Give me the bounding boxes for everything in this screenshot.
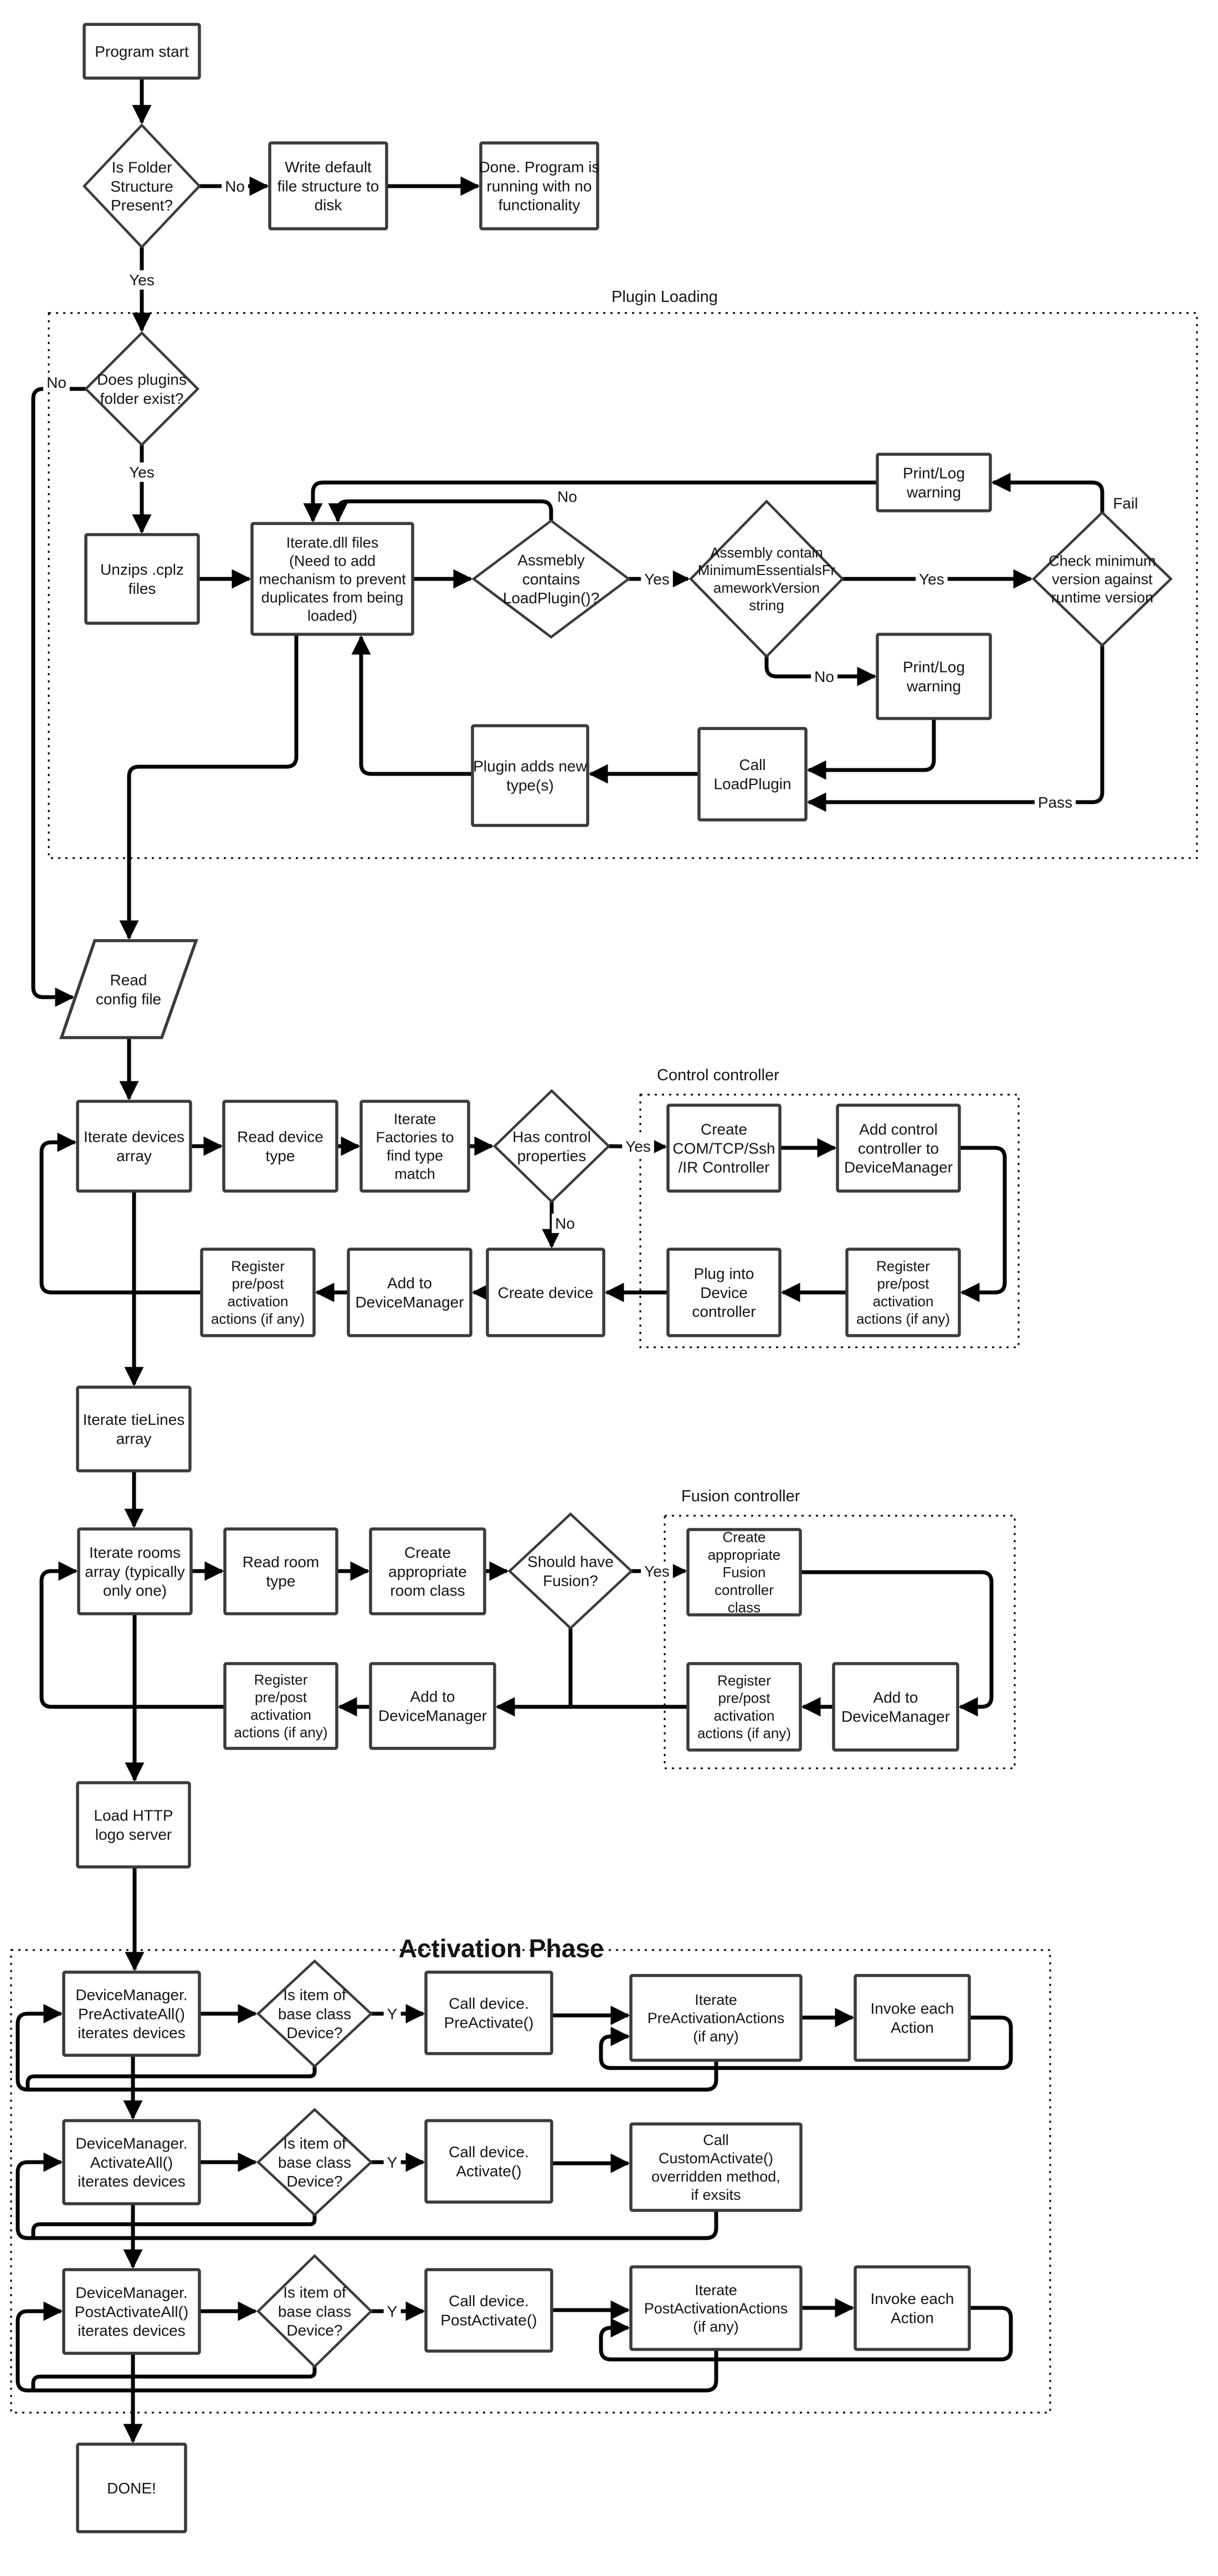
create-fusion-controller-label-line: Create — [722, 1528, 766, 1546]
print-warning-fail-shape — [877, 454, 990, 511]
iterate-preactivation-actions-label-line: PreActivationActions — [647, 2009, 785, 2026]
dm-postactivate-all-label-line: DeviceManager. — [75, 2284, 188, 2302]
done-label-line: DONE! — [107, 2479, 156, 2497]
node-runtime-version-check — [1034, 512, 1171, 645]
base-class-check-post-label-line: Device? — [286, 2321, 343, 2339]
dm-postactivate-all-label-line: PostActivateAll() — [74, 2303, 189, 2321]
add-control-to-dm-label-line: Add control — [859, 1121, 938, 1138]
node-register-actions-fusion — [688, 1664, 800, 1750]
iterate-dll-label-line: (Need to add — [289, 552, 376, 569]
folder-structure-check-label — [110, 159, 173, 214]
invoke-each-action-pre-label-line: Action — [891, 2019, 934, 2036]
dm-preactivate-all-label-line: iterates devices — [78, 2024, 186, 2041]
edge-runtime-fail — [993, 483, 1102, 512]
runtime-version-check-label-line: Check minimum — [1049, 552, 1156, 569]
plug-into-device-controller-label-line: Device — [700, 1284, 748, 1301]
register-actions-control-label-line: pre/post — [877, 1275, 929, 1292]
loadplugin-check-label-line: contains — [522, 570, 580, 588]
node-call-custom-activate — [631, 2124, 801, 2210]
read-room-type-label-line: type — [266, 1572, 296, 1590]
iterate-preactivation-actions-label-line: (if any) — [693, 2028, 739, 2045]
dm-preactivate-all-label-line: PreActivateAll() — [78, 2005, 185, 2023]
read-device-type-label-line: type — [265, 1147, 295, 1164]
edge-label-folder-no — [222, 177, 248, 196]
read-device-type-shape — [224, 1101, 337, 1191]
add-room-to-dm-label-line: DeviceManager — [378, 1707, 487, 1725]
register-actions-room-label-line: activation — [250, 1706, 311, 1723]
edge-label-hascontrol-no-text: No — [555, 1214, 575, 1232]
edge-act-check-no-merge — [33, 2215, 315, 2238]
add-room-to-dm-shape — [371, 1664, 495, 1748]
base-class-check-pre-label — [278, 1987, 351, 2041]
iterate-postactivation-actions-label-line: (if any) — [693, 2318, 739, 2335]
node-program-start — [84, 24, 199, 78]
register-actions-room-label-line: actions (if any) — [234, 1724, 328, 1741]
iterate-factories-label-line: match — [394, 1165, 435, 1182]
dm-activate-all-label — [75, 2135, 187, 2190]
register-actions-device-label-line: pre/post — [232, 1275, 284, 1292]
node-iterate-factories — [361, 1101, 469, 1191]
call-preactivate-label-line: PreActivate() — [444, 2014, 534, 2031]
node-read-room-type — [225, 1529, 337, 1614]
add-control-to-dm-label — [844, 1121, 953, 1176]
call-custom-activate-label-line: overridden method, — [651, 2168, 780, 2185]
create-com-controller-label-line: /IR Controller — [678, 1158, 770, 1176]
node-dm-activate-all — [64, 2121, 199, 2204]
add-device-to-dm-label-line: DeviceManager — [355, 1293, 464, 1311]
edge-label-act-check-y-text: Y — [387, 2153, 398, 2171]
create-fusion-controller-label-line: class — [727, 1599, 761, 1616]
node-register-actions-room — [225, 1664, 337, 1748]
edge-label-plugins-no-text: No — [47, 373, 66, 391]
register-actions-fusion-label-line: Register — [717, 1672, 771, 1689]
edge-plugin-adds-loop — [361, 637, 472, 774]
call-custom-activate-label-line: CustomActivate() — [658, 2149, 774, 2167]
done-no-functionality-label-line: functionality — [498, 196, 580, 214]
node-done — [78, 2444, 186, 2532]
node-call-loadplugin — [699, 728, 806, 820]
node-iterate-rooms — [79, 1529, 191, 1614]
node-base-class-check-act — [258, 2110, 371, 2215]
edge-label-plugins-yes — [126, 463, 158, 482]
folder-structure-check-label-line: Structure — [110, 177, 173, 195]
plugin-adds-types-label-line: type(s) — [506, 776, 554, 794]
edge-label-post-check-y-text: Y — [387, 2302, 398, 2320]
edge-addcontrol-loop — [959, 1148, 1005, 1292]
node-create-device — [487, 1249, 604, 1336]
load-http-logo-server-label-line: logo server — [95, 1825, 172, 1843]
fusion-check-label-line: Fusion? — [543, 1572, 598, 1589]
plug-into-device-controller-label-line: controller — [692, 1302, 756, 1320]
create-device-label-line: Create device — [497, 1284, 594, 1301]
node-add-control-to-dm — [837, 1105, 959, 1191]
create-com-controller-label-line: Create — [700, 1121, 748, 1138]
node-has-control-check — [495, 1091, 609, 1202]
edge-label-pre-check-y — [384, 2004, 401, 2024]
edge-label-runtime-fail-text: Fail — [1113, 494, 1138, 512]
iterate-tielines-label-line: array — [116, 1430, 152, 1448]
edge-label-loadplugin-yes-text: Yes — [644, 570, 670, 588]
add-control-to-dm-label-line: controller to — [857, 1140, 939, 1157]
group-fusion-controller-label: Fusion controller — [681, 1487, 800, 1505]
dm-activate-all-label-line: DeviceManager. — [75, 2134, 188, 2152]
node-min-version-check — [691, 501, 842, 656]
base-class-check-act-label-line: Device? — [286, 2172, 343, 2190]
invoke-each-action-post-label-line: Invoke each — [870, 2290, 954, 2308]
iterate-devices-label-line: Iterate devices — [83, 1128, 185, 1146]
done-no-functionality-label-line: Done. Program is — [479, 158, 600, 176]
iterate-postactivation-actions-label-line: PostActivationActions — [644, 2300, 788, 2317]
edge-label-runtime-fail — [1109, 494, 1141, 513]
node-add-room-to-dm — [371, 1664, 495, 1748]
read-room-type-label-line: Read room — [242, 1553, 320, 1571]
register-actions-device-label-line: Register — [231, 1258, 285, 1275]
edge-label-minver-no-text: No — [814, 668, 834, 685]
add-device-to-dm-label-line: Add to — [387, 1274, 432, 1292]
edge-pre-check-no-merge — [28, 2066, 315, 2090]
iterate-rooms-label-line: array (typically — [85, 1563, 185, 1581]
call-postactivate-shape — [426, 2270, 552, 2351]
read-device-type-label-line: Read device — [237, 1128, 323, 1146]
iterate-dll-label-line: mechanism to prevent — [259, 571, 406, 588]
iterate-factories-label-line: find type — [386, 1147, 444, 1164]
edge-label-runtime-pass-text: Pass — [1037, 793, 1073, 811]
node-create-fusion-controller — [688, 1529, 800, 1616]
has-control-check-label-line: Has control — [512, 1128, 591, 1146]
edge-loadplugin-no-loop — [338, 501, 551, 521]
dm-postactivate-all-label — [75, 2284, 188, 2339]
folder-structure-check-label-line: Present? — [110, 196, 173, 214]
edge-iterate-dll-done — [129, 634, 296, 938]
print-warning-fail-label-line: warning — [906, 483, 962, 501]
node-iterate-postactivation-actions — [631, 2267, 801, 2349]
call-activate-label-line: Activate() — [456, 2162, 522, 2180]
register-actions-control-label-line: activation — [872, 1292, 934, 1310]
runtime-version-check-label-line: version against — [1052, 571, 1153, 588]
node-plug-into-device-controller — [668, 1249, 780, 1336]
group-control-controller-label: Control controller — [657, 1066, 779, 1084]
dm-preactivate-all-label-line: DeviceManager. — [75, 1986, 188, 2004]
invoke-each-action-pre-shape — [855, 1975, 969, 2060]
invoke-each-action-post-label-line: Action — [891, 2309, 934, 2327]
edge-label-folder-no-text: No — [225, 177, 245, 195]
edge-label-loadplugin-no-loop — [554, 487, 580, 506]
node-call-preactivate — [426, 1972, 552, 2054]
min-version-check-label-line: string — [749, 597, 784, 614]
edge-label-fusion-yes-text: Yes — [644, 1562, 670, 1580]
iterate-dll-label-line: Iterate.dll files — [286, 534, 379, 551]
add-fusion-to-dm-shape — [834, 1664, 958, 1750]
edge-label-hascontrol-yes-text: Yes — [625, 1137, 651, 1155]
call-custom-activate-label-line: if exsits — [691, 2186, 741, 2203]
base-class-check-post-label — [278, 2284, 351, 2339]
node-plugin-adds-types — [472, 726, 588, 825]
min-version-check-label-line: MinimumEssentialsFr — [697, 562, 836, 579]
read-config-file-label-line: config file — [95, 990, 162, 1008]
dm-postactivate-all-label-line: iterates devices — [78, 2322, 186, 2339]
iterate-dll-label-line: duplicates from being — [261, 589, 404, 606]
node-iterate-preactivation-actions — [631, 1975, 801, 2060]
edge-label-folder-yes-text: Yes — [129, 271, 155, 289]
fusion-check-shape — [510, 1514, 631, 1628]
edge-label-hascontrol-no — [552, 1214, 578, 1233]
register-actions-fusion-label-line: pre/post — [718, 1690, 770, 1707]
unzip-cplz-label-line: Unzips .cplz — [100, 561, 184, 578]
node-base-class-check-post — [258, 2256, 371, 2367]
node-base-class-check-pre — [258, 1961, 371, 2066]
base-class-check-pre-label-line: Device? — [286, 2024, 343, 2041]
node-print-warning-no-string — [877, 634, 990, 719]
print-warning-no-string-label-line: warning — [906, 677, 962, 695]
iterate-rooms-label-line: Iterate rooms — [89, 1544, 181, 1562]
iterate-devices-label-line: array — [116, 1147, 152, 1164]
read-config-file-shape — [61, 941, 196, 1038]
plug-into-device-controller-label — [692, 1265, 756, 1320]
invoke-each-action-pre-label-line: Invoke each — [870, 2000, 954, 2018]
folder-structure-check-label-line: Is Folder — [111, 158, 172, 176]
program-start-label-line: Program start — [95, 43, 189, 60]
read-room-type-shape — [225, 1529, 337, 1614]
unzip-cplz-shape — [86, 535, 198, 623]
edge-label-minver-yes-text: Yes — [919, 570, 944, 588]
base-class-check-post-label-line: Is item of — [283, 2283, 346, 2301]
base-class-check-act-label — [278, 2135, 351, 2190]
edge-label-plugins-no — [43, 373, 70, 392]
call-custom-activate-label-line: Call — [703, 2132, 729, 2149]
node-done-no-functionality — [479, 143, 600, 229]
has-control-check-label-line: properties — [517, 1147, 587, 1164]
iterate-postactivation-actions-label-line: Iterate — [695, 2282, 737, 2299]
print-warning-no-string-label-line: Print/Log — [902, 658, 965, 676]
node-register-actions-device — [202, 1249, 314, 1336]
done-no-functionality-label-line: running with no — [486, 177, 592, 195]
loadplugin-check-label-line: Assmebly — [517, 551, 585, 569]
node-fusion-check — [510, 1514, 631, 1628]
edge-label-minver-no — [811, 667, 837, 686]
edge-label-loadplugin-no-loop-text: No — [557, 488, 577, 505]
register-actions-fusion-label-line: actions (if any) — [697, 1725, 792, 1742]
node-folder-structure-check — [84, 125, 199, 247]
plugin-adds-types-label-line: Plugin adds new — [473, 757, 587, 775]
register-actions-room-label-line: Register — [254, 1671, 308, 1689]
add-fusion-to-dm-label-line: Add to — [873, 1689, 918, 1706]
unzip-cplz-label-line: files — [128, 579, 156, 597]
node-invoke-each-action-post — [855, 2267, 969, 2349]
group-plugin-loading-label: Plugin Loading — [611, 288, 718, 306]
create-room-class-label-line: appropriate — [388, 1563, 467, 1581]
add-fusion-to-dm-label-line: DeviceManager — [841, 1707, 950, 1725]
base-class-check-post-label-line: base class — [277, 2302, 352, 2320]
node-iterate-tielines — [78, 1387, 190, 1471]
edge-label-plugins-yes-text: Yes — [129, 463, 155, 481]
node-loadplugin-check — [474, 521, 629, 637]
iterate-tielines-label-line: Iterate tieLines — [83, 1411, 185, 1429]
register-actions-fusion-label-line: activation — [713, 1707, 775, 1724]
invoke-each-action-post-shape — [855, 2267, 969, 2349]
node-dm-preactivate-all — [64, 1972, 199, 2055]
edge-label-hascontrol-yes — [622, 1137, 654, 1156]
plugins-folder-check-label-line: Does plugins — [97, 371, 187, 388]
create-room-class-label-line: Create — [404, 1544, 451, 1562]
register-actions-control-label-line: Register — [876, 1258, 930, 1275]
node-dm-postactivate-all — [64, 2270, 199, 2353]
edge-label-post-check-y — [384, 2302, 401, 2321]
plugins-folder-check-shape — [86, 333, 198, 445]
call-loadplugin-shape — [699, 728, 806, 820]
call-preactivate-shape — [426, 1972, 552, 2054]
base-class-check-pre-label-line: base class — [277, 2005, 352, 2023]
edge-label-pre-check-y-text: Y — [387, 2005, 398, 2023]
dm-activate-all-label-line: iterates devices — [78, 2172, 186, 2190]
iterate-rooms-label-line: only one) — [102, 1582, 167, 1599]
group-plugin-loading-border — [49, 313, 1197, 858]
plugins-folder-check-label-line: folder exist? — [100, 389, 184, 407]
base-class-check-act-label-line: Is item of — [283, 2134, 346, 2152]
edge-label-runtime-pass — [1035, 793, 1076, 812]
node-read-device-type — [224, 1101, 337, 1191]
node-register-actions-control — [847, 1249, 959, 1336]
fusion-check-label-line: Should have — [527, 1553, 614, 1571]
node-iterate-devices — [78, 1101, 191, 1191]
plug-into-device-controller-label-line: Plug into — [693, 1265, 754, 1282]
dm-activate-all-label-line: ActivateAll() — [90, 2153, 173, 2171]
dm-preactivate-all-label — [75, 1987, 187, 2041]
write-default-structure-label-line: Write default — [285, 158, 372, 176]
create-fusion-controller-label-line: controller — [715, 1581, 774, 1598]
node-plugins-folder-check — [86, 333, 198, 445]
iterate-preactivation-actions-label-line: Iterate — [695, 1992, 737, 2009]
create-room-class-label-line: room class — [390, 1582, 465, 1599]
call-loadplugin-label-line: Call — [739, 756, 766, 774]
register-actions-device-label-line: activation — [227, 1292, 289, 1310]
call-activate-label-line: Call device. — [449, 2143, 529, 2161]
edge-warning-to-call-loadplugin — [809, 719, 934, 770]
edge-label-minver-yes — [916, 569, 948, 589]
min-version-check-label-line: Assembly contain — [710, 544, 823, 561]
base-class-check-pre-label-line: Is item of — [283, 1986, 346, 2004]
runtime-version-check-label-line: runtime version — [1051, 589, 1154, 606]
iterate-factories-label-line: Factories to — [376, 1128, 454, 1146]
node-create-com-controller — [668, 1105, 780, 1191]
call-preactivate-label-line: Call device. — [449, 1995, 529, 2013]
call-activate-shape — [426, 2121, 552, 2202]
create-fusion-controller-label-line: appropriate — [707, 1546, 781, 1563]
node-print-warning-fail — [877, 454, 990, 511]
write-default-structure-label-line: file structure to — [277, 177, 379, 195]
node-call-activate — [426, 2121, 552, 2202]
load-http-logo-server-shape — [78, 1783, 189, 1867]
node-add-device-to-dm — [348, 1249, 471, 1336]
node-iterate-dll — [252, 524, 413, 634]
node-add-fusion-to-dm — [834, 1664, 958, 1750]
iterate-devices-shape — [78, 1101, 191, 1191]
plugin-adds-types-shape — [472, 726, 588, 825]
create-com-controller-label-line: COM/TCP/Ssh — [672, 1140, 775, 1157]
add-room-to-dm-label-line: Add to — [410, 1688, 455, 1706]
read-config-file-label-line: Read — [110, 971, 147, 989]
write-default-structure-label-line: disk — [314, 196, 342, 214]
group-activation-phase-label: Activation Phase — [398, 1934, 604, 1963]
node-call-postactivate — [426, 2270, 552, 2351]
create-fusion-controller-label-line: Fusion — [722, 1564, 766, 1581]
min-version-check-label-line: ameworkVersion — [713, 579, 820, 596]
edge-label-folder-yes — [126, 270, 158, 290]
load-http-logo-server-label-line: Load HTTP — [94, 1807, 173, 1824]
node-invoke-each-action-pre — [855, 1975, 969, 2060]
iterate-dll-label-line: loaded) — [307, 607, 358, 624]
node-load-http-logo-server — [78, 1783, 189, 1867]
node-read-config-file — [61, 941, 196, 1038]
create-device-label — [498, 1284, 594, 1301]
call-loadplugin-label-line: LoadPlugin — [713, 775, 792, 793]
base-class-check-act-label-line: base class — [277, 2153, 352, 2171]
done-label — [107, 2480, 156, 2497]
runtime-version-check-label — [1049, 553, 1156, 606]
node-create-room-class — [371, 1529, 485, 1614]
print-warning-no-string-shape — [877, 634, 990, 719]
has-control-check-shape — [495, 1091, 609, 1202]
call-postactivate-label-line: Call device. — [449, 2292, 529, 2310]
call-postactivate-label-line: PostActivate() — [440, 2311, 537, 2329]
program-start-label — [95, 43, 189, 60]
add-device-to-dm-shape — [348, 1249, 471, 1336]
edge-label-act-check-y — [384, 2153, 401, 2172]
register-actions-room-label-line: pre/post — [255, 1689, 307, 1706]
register-actions-control-label-line: actions (if any) — [856, 1310, 950, 1327]
node-write-default-structure — [270, 143, 387, 229]
print-warning-fail-label-line: Print/Log — [902, 464, 965, 482]
edge-post-check-no-merge — [33, 2367, 315, 2390]
register-actions-device-label-line: actions (if any) — [210, 1310, 305, 1327]
edge-plugins-no — [33, 389, 86, 997]
edge-label-loadplugin-yes — [641, 569, 673, 589]
node-unzip-cplz — [86, 535, 198, 623]
iterate-factories-label-line: Iterate — [393, 1111, 436, 1128]
add-control-to-dm-label-line: DeviceManager — [844, 1158, 953, 1176]
edge-label-fusion-yes — [641, 1562, 673, 1581]
iterate-tielines-shape — [78, 1387, 190, 1471]
loadplugin-check-label-line: LoadPlugin()? — [502, 589, 600, 607]
